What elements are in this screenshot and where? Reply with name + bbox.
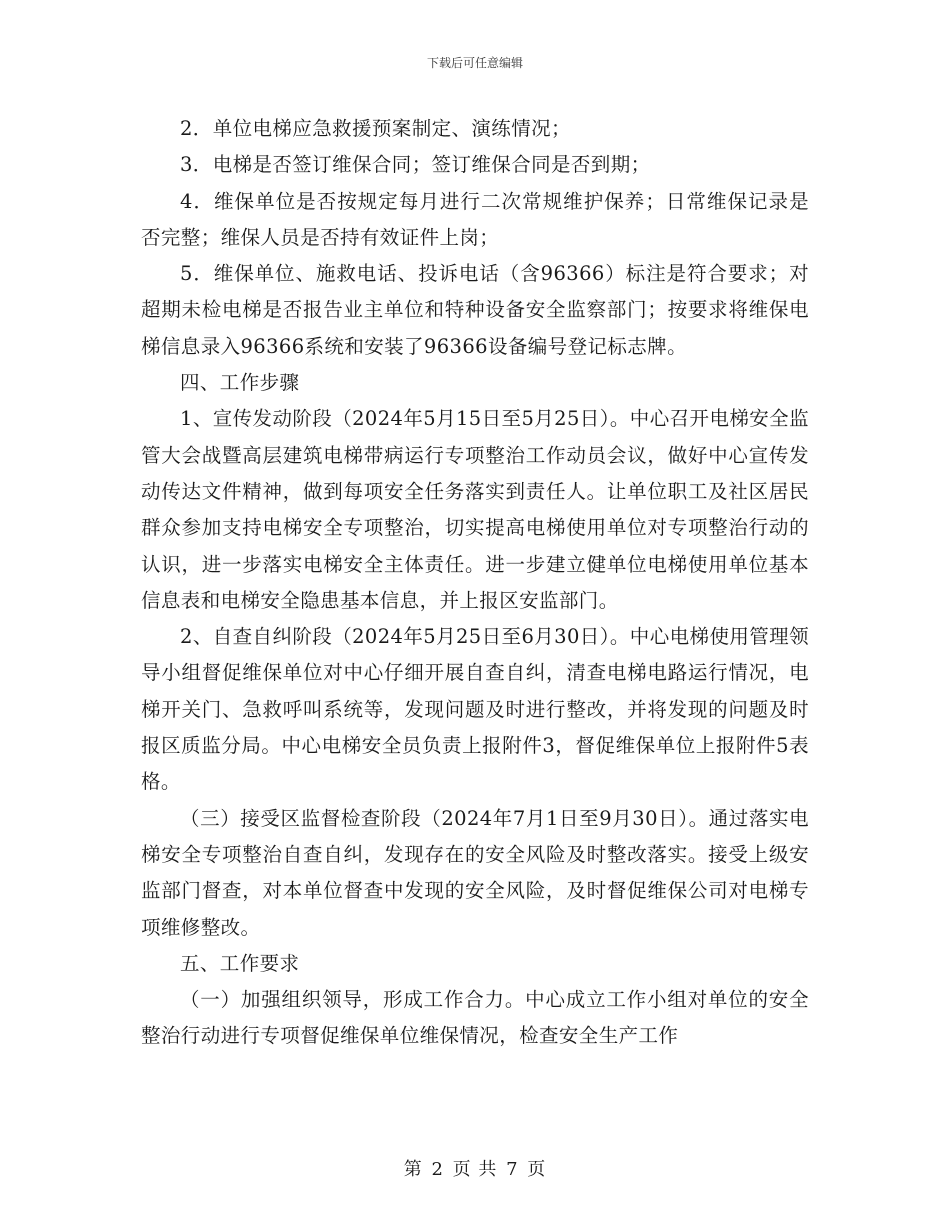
page-header: 下载后可任意编辑 xyxy=(426,56,523,70)
footer-middle: 页 共 xyxy=(452,1159,498,1180)
page-footer xyxy=(0,1155,950,1181)
footer-suffix: 页 xyxy=(527,1159,547,1180)
footer-page-number: 2 xyxy=(431,1159,444,1180)
document-body xyxy=(141,111,809,1055)
paragraph-item-5: 5．维保单位、施救电话、投诉电话（含96366）标注是符合要求；对超期未检电梯是否报告业主单位和特种设备安全监察部门；按要求将维保电梯信息录入96366系统和安装了96366设备编号登记标志牌。 xyxy=(141,262,809,358)
paragraph-item-2: 2．单位电梯应急救援预案制定、演练情况； xyxy=(180,117,571,140)
section-heading-work-steps: 四、工作步骤 xyxy=(180,371,300,395)
footer-prefix: 第 xyxy=(403,1159,423,1180)
paragraph-step-2: 2、自查自纠阶段（2024年5月25日至6月30日）。中心电梯使用管理领导小组督促维保单位对中心仔细开展自查自纠，清查电梯电路运行情况，电梯开关门、急救呼叫系统等，发现问题及时进行整改，并将发现的问题及时报区质监分局。中心电梯安全员负责上报附件3，督促维保单位上报附件5表格。 xyxy=(141,625,809,794)
paragraph-step-1: 1、宣传发动阶段（2024年5月15日至5月25日）。中心召开电梯安全监管大会战暨高层建筑电梯带病运行专项整治工作动员会议，做好中心宣传发动传达文件精神，做到每项安全任务落实到责任人。让单位职工及社区居民群众参加支持电梯安全专项整治，切实提高电梯使用单位对专项整治行动的认识，进一步落实电梯安全主体责任。进一步建立健单位电梯使用单位基本信息表和电梯安全隐患基本信息，并上报区安监部门。 xyxy=(141,407,809,612)
paragraph-step-3: （三）接受区监督检查阶段（2024年7月1日至9月30日）。通过落实电梯安全专项整治自查自纠，发现存在的安全风险及时整改落实。接受上级安监部门督查，对本单位督查中发现的安全风险，及时督促维保公司对电梯专项维修整改。 xyxy=(141,806,809,939)
paragraph-item-4: 4．维保单位是否按规定每月进行二次常规维护保养；日常维保记录是否完整；维保人员是否持有效证件上岗； xyxy=(141,189,809,249)
paragraph-requirement-1: （一）加强组织领导，形成工作合力。中心成立工作小组对单位的安全整治行动进行专项督促维保单位维保情况，检查安全生产工作 xyxy=(141,988,809,1048)
paragraph-item-3: 3．电梯是否签订维保合同；签订维保合同是否到期； xyxy=(180,153,651,177)
footer-total-pages: 7 xyxy=(506,1159,519,1180)
section-heading-work-requirements: 五、工作要求 xyxy=(180,951,300,975)
